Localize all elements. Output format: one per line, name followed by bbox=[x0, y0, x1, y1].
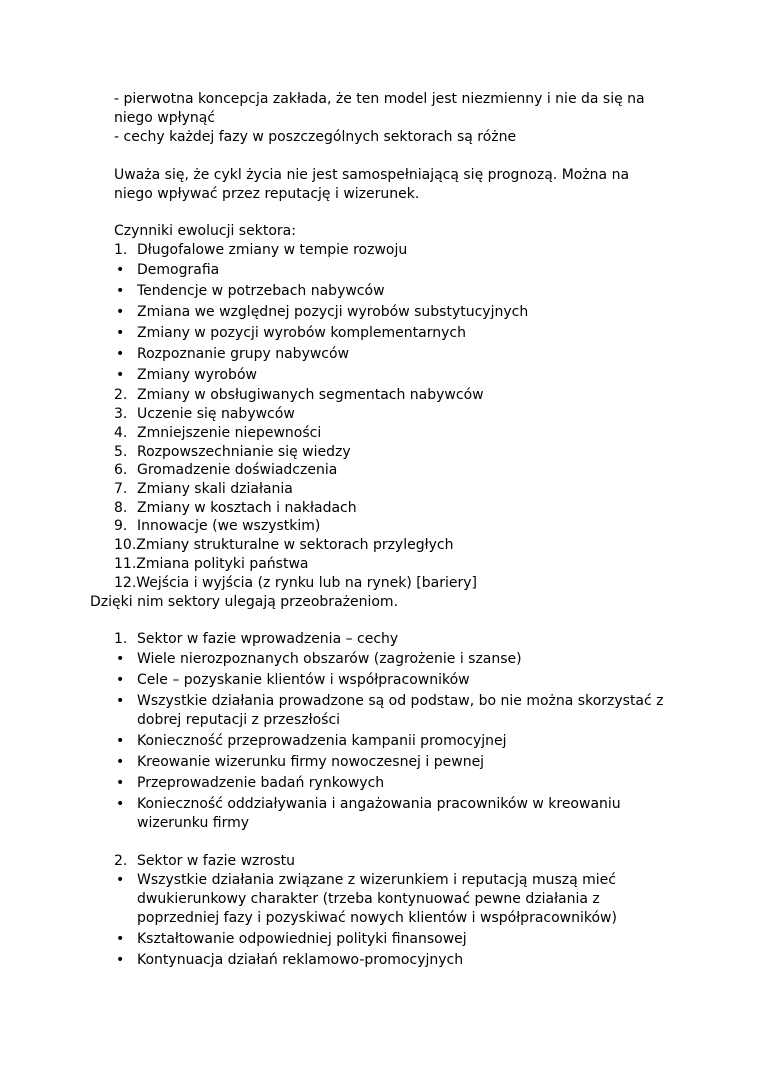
section-marker: 1. bbox=[114, 631, 128, 647]
list-item: Zmniejszenie niepewności bbox=[137, 425, 322, 441]
intro-line: niego wpłynąć bbox=[114, 110, 216, 126]
bullet-icon: • bbox=[116, 872, 125, 888]
list-item-text: Zmiany strukturalne w sektorach przyległych bbox=[136, 537, 454, 553]
list-item-continuation: dobrej reputacji z przeszłości bbox=[137, 712, 341, 728]
list-item: Długofalowe zmiany w tempie rozwoju bbox=[137, 242, 408, 258]
list-marker: 6. bbox=[114, 462, 128, 478]
section-marker: 2. bbox=[114, 853, 128, 869]
bullet-icon: • bbox=[116, 754, 125, 770]
list-item: Cele – pozyskanie klientów i współpracowników bbox=[137, 672, 470, 688]
list-item-continuation: dwukierunkowy charakter (trzeba kontynuować pewne działania z bbox=[137, 891, 600, 907]
intro-line: - cechy każdej fazy w poszczególnych sektorach są różne bbox=[114, 129, 517, 145]
list-item: Wiele nierozpoznanych obszarów (zagrożenie i szanse) bbox=[137, 651, 522, 667]
bullet-icon: • bbox=[116, 672, 125, 688]
list-item-text: Zmiana polityki państwa bbox=[136, 556, 309, 572]
factors-heading: Czynniki ewolucji sektora: bbox=[114, 223, 296, 239]
list-item: Innowacje (we wszystkim) bbox=[137, 518, 321, 534]
list-item-continuation: wizerunku firmy bbox=[137, 815, 250, 831]
list-item: Zmiany w pozycji wyrobów komplementarnych bbox=[137, 325, 466, 341]
list-item-continuation: poprzedniej fazy i pozyskiwać nowych klientów i współpracowników) bbox=[137, 910, 617, 926]
bullet-icon: • bbox=[116, 931, 125, 947]
list-marker: 5. bbox=[114, 444, 128, 460]
list-item: Zmiany w kosztach i nakładach bbox=[137, 500, 357, 516]
list-item: Rozpoznanie grupy nabywców bbox=[137, 346, 350, 362]
list-item: Kontynuacja działań reklamowo-promocyjnych bbox=[137, 952, 464, 968]
bullet-icon: • bbox=[116, 367, 125, 383]
list-item: Konieczność oddziaływania i angażowania pracowników w kreowaniu bbox=[137, 796, 621, 812]
paragraph-line: Uważa się, że cykl życia nie jest samospełniającą się prognozą. Można na bbox=[114, 167, 630, 183]
list-item: Wszystkie działania prowadzone są od podstaw, bo nie można skorzystać z bbox=[137, 693, 664, 709]
list-marker: 2. bbox=[114, 387, 128, 403]
list-marker: 4. bbox=[114, 425, 128, 441]
bullet-icon: • bbox=[116, 796, 125, 812]
list-marker: 9. bbox=[114, 518, 128, 534]
section-title: Sektor w fazie wprowadzenia – cechy bbox=[137, 631, 399, 647]
list-item: Konieczność przeprowadzenia kampanii promocyjnej bbox=[137, 733, 507, 749]
list-marker: 1. bbox=[114, 242, 128, 258]
list-marker: 10. bbox=[114, 537, 137, 553]
bullet-icon: • bbox=[116, 304, 125, 320]
list-item: Wszystkie działania związane z wizerunkiem i reputacją muszą mieć bbox=[137, 872, 616, 888]
bullet-icon: • bbox=[116, 325, 125, 341]
factors-conclusion: Dzięki nim sektory ulegają przeobrażeniom. bbox=[90, 594, 399, 610]
list-item bbox=[114, 555, 308, 574]
list-item: Gromadzenie doświadczenia bbox=[137, 462, 338, 478]
list-item: Zmiany wyrobów bbox=[137, 367, 257, 383]
bullet-icon: • bbox=[116, 262, 125, 278]
list-item: Uczenie się nabywców bbox=[137, 406, 295, 422]
bullet-icon: • bbox=[116, 651, 125, 667]
list-marker: 8. bbox=[114, 500, 128, 516]
section-title: Sektor w fazie wzrostu bbox=[137, 853, 296, 869]
bullet-icon: • bbox=[116, 283, 125, 299]
bullet-icon: • bbox=[116, 952, 125, 968]
list-marker: 12. bbox=[114, 575, 137, 591]
bullet-icon: • bbox=[116, 775, 125, 791]
list-item: Zmiana we względnej pozycji wyrobów substytucyjnych bbox=[137, 304, 529, 320]
list-item bbox=[114, 536, 453, 555]
list-item: Tendencje w potrzebach nabywców bbox=[137, 283, 385, 299]
bullet-icon: • bbox=[116, 693, 125, 709]
list-item bbox=[114, 574, 477, 593]
list-item: Kształtowanie odpowiedniej polityki finansowej bbox=[137, 931, 467, 947]
bullet-icon: • bbox=[116, 346, 125, 362]
list-item: Przeprowadzenie badań rynkowych bbox=[137, 775, 385, 791]
intro-line: - pierwotna koncepcja zakłada, że ten model jest niezmienny i nie da się na bbox=[114, 91, 645, 107]
paragraph-line: niego wpływać przez reputację i wizerunek. bbox=[114, 186, 420, 202]
bullet-icon: • bbox=[116, 733, 125, 749]
list-item: Zmiany w obsługiwanych segmentach nabywców bbox=[137, 387, 484, 403]
list-marker: 7. bbox=[114, 481, 128, 497]
list-item-text: Wejścia i wyjścia (z rynku lub na rynek) [bariery] bbox=[136, 575, 477, 591]
list-item: Rozpowszechnianie się wiedzy bbox=[137, 444, 351, 460]
list-item: Zmiany skali działania bbox=[137, 481, 293, 497]
list-marker: 11. bbox=[114, 556, 137, 572]
list-item: Demografia bbox=[137, 262, 220, 278]
list-marker: 3. bbox=[114, 406, 128, 422]
list-item: Kreowanie wizerunku firmy nowoczesnej i pewnej bbox=[137, 754, 485, 770]
